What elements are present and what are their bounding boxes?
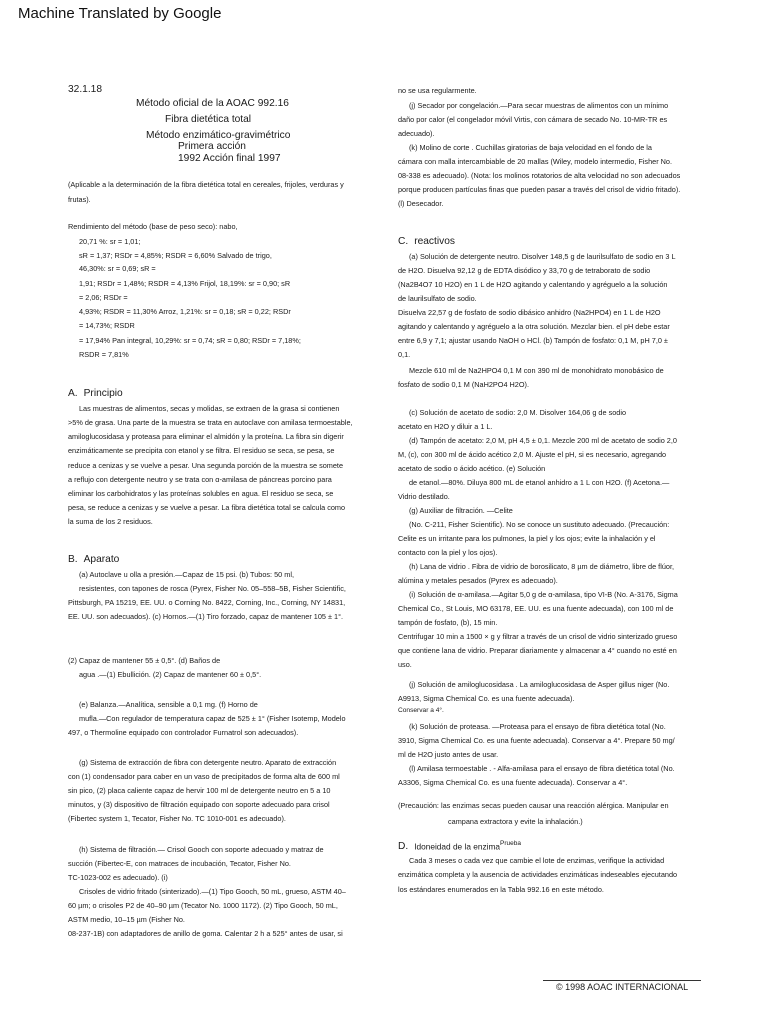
section-letter: D. bbox=[398, 841, 409, 853]
principle-line: la suma de los 2 residuos. bbox=[68, 517, 153, 526]
suitability-line: enzimática completa y la ausencia de actividades enzimáticas indeseables ejecutando bbox=[398, 870, 678, 879]
body-line: (j) Secador por congelación.—Para secar muestras de alimentos con un mínimo bbox=[409, 101, 669, 110]
performance-line: = 17,94% Pan integral, 10,29%: sr = 0,74; sR = 0,80; RSDr = 7,18%; bbox=[79, 336, 301, 345]
apparatus-line: (a) Autoclave u olla a presión.—Capaz de 15 psi. (b) Tubos: 50 ml, bbox=[79, 570, 294, 579]
section-c-heading bbox=[398, 236, 455, 247]
principle-line: enzimáticamente se precipita con etanol y se filtra. El residuo se seca, se pesa, se bbox=[68, 446, 335, 455]
performance-line: sR = 1,37; RSDr = 4,85%; RSDR = 6,60% Salvado de trigo, bbox=[79, 251, 272, 260]
copyright-footer: © 1998 AOAC INTERNACIONAL bbox=[556, 982, 689, 992]
principle-line: eliminar los carbohidratos y las proteínas solubles en agua. El residuo se seca, se bbox=[68, 489, 334, 498]
reagent-line: (d) Tampón de acetato: 2,0 M, pH 4,5 ± 0,1. Mezcle 200 ml de acetato de sodio 2,0 bbox=[409, 436, 677, 445]
method-line: Método oficial de la AOAC 992.16 bbox=[136, 98, 289, 109]
apparatus-line: 08-237-1B) con adaptadores de anillo de goma. Calentar 2 h a 525° antes de usar, si bbox=[68, 929, 343, 938]
reagent-line: Mezcle 610 ml de Na2HPO4 0,1 M con 390 ml de monohidrato monobásico de bbox=[409, 366, 664, 375]
footer-rule bbox=[543, 980, 701, 981]
reagent-line: A9913, Sigma Chemical Co. es una fuente adecuada). bbox=[398, 694, 575, 703]
section-b-heading bbox=[68, 554, 119, 565]
reagent-line: Centrifugar 10 min a 1500 × g y filtrar a través de un crisol de vidrio sinterizado grueso bbox=[398, 632, 678, 641]
reagent-line: Chemical Co., St Louis, MO 63178, EE. UU. es una fuente adecuada), con 100 ml de bbox=[398, 604, 674, 613]
section-title-superscript: Prueba bbox=[499, 840, 521, 847]
apparatus-line: ASTM medio, 10–15 µm (Fisher No. bbox=[68, 915, 185, 924]
section-title: Aparato bbox=[83, 554, 120, 565]
applicability-line: frutas). bbox=[68, 195, 91, 204]
reagent-line: entre 6,9 y 7,1; ajustar usando NaOH o HCl. (b) Tampón de fosfato: 0,1 M, pH 7,0 ± bbox=[398, 336, 668, 345]
apparatus-line: sin pico, (2) placa caliente capaz de hervir 100 ml de detergente neutro en 5 a 10 bbox=[68, 786, 331, 795]
reagent-line: (Na2B4O7 10 H2O) en 1 L de H2O agitando y calentando y agréguelo a la solución bbox=[398, 280, 668, 289]
machine-translation-banner: Machine Translated by Google bbox=[18, 5, 222, 22]
reagent-line: (l) Amilasa termoestable . - Alfa-amilasa para el ensayo de fibra dietética total (No. bbox=[409, 764, 675, 773]
body-line: no se usa regularmente. bbox=[398, 86, 477, 95]
reagent-line: (j) Solución de amiloglucosidasa . La amiloglucosidasa de Asper gillus niger (No. bbox=[409, 680, 670, 689]
performance-line: = 14,73%; RSDR bbox=[79, 321, 135, 330]
apparatus-line: TC-1023-002 es adecuado). (i) bbox=[68, 873, 168, 882]
performance-line: 4,93%; RSDR = 11,30% Arroz, 1,21%: sr = 0,18; sR = 0,22; RSDr bbox=[79, 307, 291, 316]
principle-line: reduce a cenizas y se vuelve a pesar. Una segunda porción de la muestra se somete bbox=[68, 461, 344, 470]
section-letter: A. bbox=[68, 388, 78, 399]
reagent-line: (c) Solución de acetato de sodio: 2,0 M. Disolver 164,06 g de sodio bbox=[409, 408, 627, 417]
doc-title: Fibra dietética total bbox=[165, 114, 252, 125]
first-action: Primera acción bbox=[178, 141, 246, 152]
section-title: reactivos bbox=[414, 236, 455, 247]
reagent-line: acetato en H2O y diluir a 1 L. bbox=[398, 422, 493, 431]
section-letter: B. bbox=[68, 554, 78, 565]
final-action: 1992 Acción final 1997 bbox=[178, 153, 281, 164]
reagent-line: de H2O. Disuelva 92,12 g de EDTA disódico y 33,70 g de tetraborato de sodio bbox=[398, 266, 651, 275]
reagent-line: (h) Lana de vidrio . Fibra de vidrio de borosilicato, 8 µm de diámetro, libre de flúor, bbox=[409, 562, 674, 571]
reagent-line: (No. C-211, Fisher Scientific). No se conoce un sustituto adecuado. (Precaución: bbox=[409, 520, 670, 529]
principle-line: a reflujo con detergente neutro y se trata con α-amilasa de páncreas porcino para bbox=[68, 475, 332, 484]
caution-line: campana extractora y evite la inhalación.) bbox=[448, 817, 583, 826]
body-line: cámara con malla intercambiable de 20 mallas (Wiley, modelo intermedio, Fisher No. bbox=[398, 157, 673, 166]
apparatus-line: Pittsburgh, PA 15219, EE. UU. o Corning No. 8422, Corning, Inc., Corning, NY 14831, bbox=[68, 598, 346, 607]
reagent-line: fosfato de sodio 0,1 M (NaH2PO4 H2O). bbox=[398, 380, 529, 389]
section-title: Principio bbox=[83, 388, 123, 399]
reagent-line: uso. bbox=[398, 660, 412, 669]
caution-line: (Precaución: las enzimas secas pueden causar una reacción alérgica. Manipular en bbox=[398, 801, 669, 810]
applicability-line: (Aplicable a la determinación de la fibra dietética total en cereales, frijoles, verduras y bbox=[68, 180, 344, 189]
reagent-line: Conservar a 4°. bbox=[398, 707, 444, 714]
principle-line: Las muestras de alimentos, secas y molidas, se extraen de la grasa si contienen bbox=[79, 404, 340, 413]
apparatus-line: (Fibertec system 1, Tecator, Fisher No. TC 1010-001 es adecuado). bbox=[68, 814, 286, 823]
apparatus-line: con (1) condensador para caber en un vaso de precipitados de forma alta de 600 ml bbox=[68, 772, 340, 781]
reagent-line: contacto con la piel y los ojos). bbox=[398, 548, 498, 557]
reagent-line: M, (c), con 300 ml de ácido acético 2,0 M. Ajuste el pH, si es necesario, agregando bbox=[398, 450, 667, 459]
principle-line: pesa, se reduce a cenizas y se vuelve a pesar. La fibra dietética total se calcula como bbox=[68, 503, 346, 512]
section-letter: C. bbox=[398, 236, 409, 247]
section-a-heading bbox=[68, 388, 123, 399]
reagent-line: de etanol.—80%. Diluya 800 mL de etanol anhidro a 1 L con H2O. (f) Acetona.— bbox=[409, 478, 670, 487]
principle-line: amiloglucosidasa y proteasa para eliminar el almidón y la proteína. La fibra sin digerir bbox=[68, 432, 344, 441]
reagent-line: (a) Solución de detergente neutro. Disolver 148,5 g de laurilsulfato de sodio en 3 L bbox=[409, 252, 676, 261]
apparatus-line: (2) Capaz de mantener 55 ± 0,5°. (d) Baños de bbox=[68, 656, 221, 665]
performance-line: 20,71 %: sr = 1,01; bbox=[79, 237, 141, 246]
performance-line: 1,91; RSDr = 1,48%; RSDR = 4,13% Frijol, 18,19%: sr = 0,90; sR bbox=[79, 279, 291, 288]
section-d-heading bbox=[398, 840, 521, 852]
reagent-line: 0,1. bbox=[398, 350, 411, 359]
performance-line: 46,30%: sr = 0,69; sR = bbox=[79, 264, 156, 273]
apparatus-line: 60 µm; o crisoles P2 de 40–90 µm (Tecator No. 1000 1172). (2) Tipo Gooch, 50 mL, bbox=[68, 901, 338, 910]
performance-line: Rendimiento del método (base de peso seco): nabo, bbox=[68, 222, 238, 231]
reagent-line: (g) Auxiliar de filtración. —Celite bbox=[409, 506, 513, 515]
suitability-line: los estándares enumerados en la Tabla 992.16 en este método. bbox=[398, 885, 604, 894]
performance-line: RSDR = 7,81% bbox=[79, 350, 129, 359]
reagent-line: (k) Solución de proteasa. —Proteasa para el ensayo de fibra dietética total (No. bbox=[409, 722, 666, 731]
reagent-line: que contiene lana de vidrio. Preparar diariamente y almacenar a 4° cuando no esté en bbox=[398, 646, 677, 655]
reagent-line: tampón de fosfato, (b), 15 min. bbox=[398, 618, 498, 627]
reagent-line: agitando y calentando y agréguelo a la otra solución. Mezclar bien. el pH debe estar bbox=[398, 322, 670, 331]
body-line: porque producen partículas finas que pueden pasar a través del crisol de vidrio fritado). bbox=[398, 185, 681, 194]
apparatus-line: (h) Sistema de filtración.— Crisol Gooch con soporte adecuado y matraz de bbox=[79, 845, 324, 854]
apparatus-line: EE. UU. son adecuados). (c) Hornos.—(1) Tiro forzado, capaz de mantener 105 ± 1°. bbox=[68, 612, 344, 621]
apparatus-line: minutos, y (3) dispositivo de filtración equipado con soporte adecuado para crisol bbox=[68, 800, 330, 809]
section-number: 32.1.18 bbox=[68, 84, 102, 95]
body-line: daño por calor (el congelador móvil Virtis, con cámara de secado No. 10-MR-TR es bbox=[398, 115, 668, 124]
suitability-line: Cada 3 meses o cada vez que cambie el lote de enzimas, verifique la actividad bbox=[409, 856, 665, 865]
reagent-line: alúmina y metales pesados (Pyrex es adecuado). bbox=[398, 576, 558, 585]
reagent-line: de laurilsulfato de sodio. bbox=[398, 294, 477, 303]
apparatus-line: mufla.—Con regulador de temperatura capaz de 525 ± 1° (Fisher Isotemp, Modelo bbox=[79, 714, 346, 723]
reagent-line: ml de H2O justo antes de usar. bbox=[398, 750, 499, 759]
apparatus-line: Crisoles de vidrio fritado (sinterizado).—(1) Tipo Gooch, 50 mL, grueso, ASTM 40– bbox=[79, 887, 346, 896]
body-line: (k) Molino de corte . Cuchillas giratorias de baja velocidad en el fondo de la bbox=[409, 143, 652, 152]
apparatus-line: (e) Balanza.—Analítica, sensible a 0,1 mg. (f) Horno de bbox=[79, 700, 258, 709]
reagent-line: (i) Solución de α-amilasa.—Agitar 5,0 g de α-amilasa, tipo VI-B (No. A-3176, Sigma bbox=[409, 590, 678, 599]
body-line: (l) Desecador. bbox=[398, 199, 444, 208]
reagent-line: 3910, Sigma Chemical Co. es una fuente adecuada). Conservar a 4°. Prepare 50 mg/ bbox=[398, 736, 675, 745]
performance-line: = 2,06; RSDr = bbox=[79, 293, 128, 302]
body-line: 08-338 es adecuado). (Nota: los molinos rotatorios de alta velocidad no son adecuados bbox=[398, 171, 681, 180]
apparatus-line: (g) Sistema de extracción de fibra con detergente neutro. Aparato de extracción bbox=[79, 758, 337, 767]
apparatus-line: resistentes, con tapones de rosca (Pyrex, Fisher No. 05–558–5B, Fisher Scientific, bbox=[79, 584, 346, 593]
apparatus-line: 497, o Thermoline equipado con controlador Furnatrol son adecuados). bbox=[68, 728, 299, 737]
doc-subtitle: Método enzimático-gravimétrico bbox=[146, 130, 291, 141]
section-title: Idoneidad de la enzima bbox=[414, 841, 500, 852]
body-line: adecuado). bbox=[398, 129, 435, 138]
reagent-line: Disuelva 22,57 g de fosfato de sodio dibásico anhidro (Na2HPO4) en 1 L de H2O bbox=[398, 308, 661, 317]
reagent-line: A3306, Sigma Chemical Co. es una fuente adecuada). Conservar a 4°. bbox=[398, 778, 628, 787]
apparatus-line: agua .—(1) Ebullición. (2) Capaz de mantener 60 ± 0,5°. bbox=[79, 670, 262, 679]
reagent-line: Vidrio destilado. bbox=[398, 492, 450, 501]
principle-line: >5% de grasa. Una parte de la muestra se trata en autoclave con amilasa termoestable, bbox=[68, 418, 353, 427]
reagent-line: Celite es un irritante para los pulmones, la piel y los ojos; evite la inhalación y el bbox=[398, 534, 656, 543]
apparatus-line: succión (Fibertec-E, con matraces de incubación, Tecator, Fisher No. bbox=[68, 859, 291, 868]
reagent-line: acetato de sodio o ácido acético. (e) Solución bbox=[398, 464, 546, 473]
